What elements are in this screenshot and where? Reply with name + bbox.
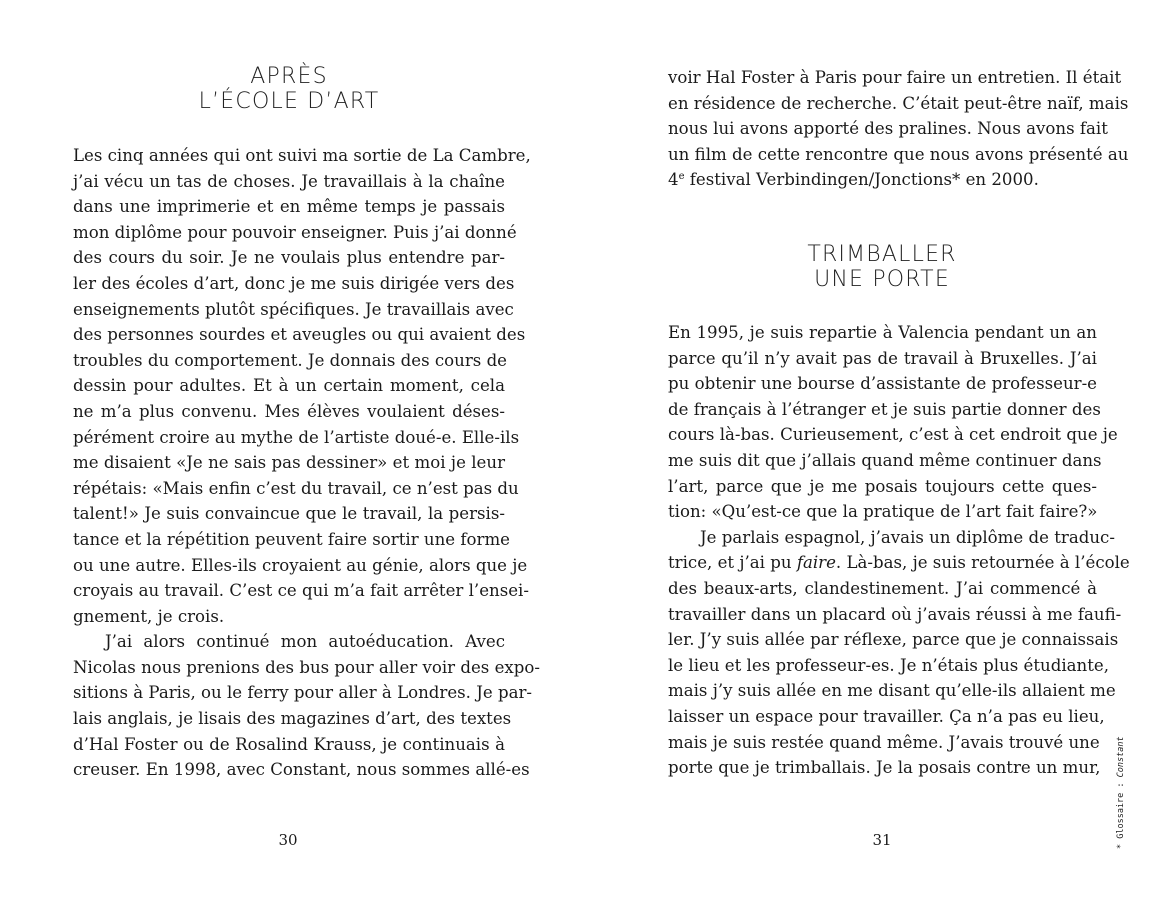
text-line: enseignements plutôt spécifiques. Je travaillais avec bbox=[73, 299, 514, 319]
text-line: tance et la répétition peuvent faire sortir une forme bbox=[73, 529, 511, 549]
text-line: l’art, parce que je me posais toujours cette ques- bbox=[668, 476, 1097, 496]
text-line: laisser un espace pour travailler. Ça n’a pas eu lieu, bbox=[668, 706, 1105, 726]
text-line: ler des écoles d’art, donc je me suis dirigée vers des bbox=[73, 273, 515, 293]
section-heading-trimballer bbox=[770, 242, 994, 292]
text-line: de français à l’étranger et je suis partie donner des bbox=[668, 399, 1101, 419]
text-line: creuser. En 1998, avec Constant, nous sommes allé-es bbox=[73, 760, 530, 780]
glossary-term: Constant bbox=[1116, 736, 1126, 778]
text-line: ler. J’y suis allée par réflexe, parce que je connaissais bbox=[668, 630, 1119, 650]
right-page bbox=[584, 0, 1169, 914]
text-line: En 1995, je suis repartie à Valencia pendant un an bbox=[668, 323, 1097, 342]
text-line: ne m’a plus convenu. Mes élèves voulaient déses- bbox=[73, 401, 505, 421]
text-line: J’ai alors continué mon autoéducation. Avec bbox=[105, 632, 505, 652]
text-line: des cours du soir. Je ne voulais plus entendre par- bbox=[73, 248, 505, 268]
text-line: voir Hal Foster à Paris pour faire un entretien. Il était bbox=[668, 68, 1122, 87]
text-line bbox=[668, 167, 1097, 193]
text-line: dans une imprimerie et en même temps je passais bbox=[73, 197, 505, 217]
text-line: Nicolas nous prenions des bus pour aller voir des expo- bbox=[73, 657, 540, 677]
text-line: en résidence de recherche. C’était peut-être naïf, mais bbox=[668, 93, 1129, 113]
left-page bbox=[0, 0, 584, 914]
heading-line: UNE PORTE bbox=[814, 267, 950, 292]
emphasis-faire: faire bbox=[796, 553, 836, 573]
paragraph bbox=[668, 65, 1129, 167]
body-text bbox=[73, 143, 540, 783]
festival-text: festival Verbindingen/Jonctions* en 2000. bbox=[684, 170, 1039, 190]
paragraph bbox=[73, 629, 540, 783]
body-text-continued bbox=[668, 65, 1129, 193]
text-line: le lieu et les professeur-es. Je n’étais plus étudiante, bbox=[668, 655, 1109, 675]
text-line: parce qu’il n’y avait pas de travail à Bruxelles. J’ai bbox=[668, 348, 1097, 368]
text-line bbox=[668, 550, 1130, 576]
text-span: . Là-bas, je suis retournée à l’école bbox=[835, 553, 1130, 573]
text-line: des personnes sourdes et aveugles ou qui avaient des bbox=[73, 325, 526, 345]
text-line: me suis dit que j’allais quand même continuer dans bbox=[668, 450, 1102, 470]
page-number: 31 bbox=[872, 831, 892, 849]
text-line: dessin pour adultes. Et à un certain moment, cela bbox=[73, 376, 505, 396]
heading-line: TRIMBALLER bbox=[807, 242, 957, 267]
text-line: sitions à Paris, ou le ferry pour aller à Londres. Je par- bbox=[73, 683, 533, 703]
text-line: nous lui avons apporté des pralines. Nous avons fait bbox=[668, 119, 1108, 139]
text-line: mon diplôme pour pouvoir enseigner. Puis j’ai donné bbox=[73, 222, 517, 242]
festival-number: 4 bbox=[668, 170, 679, 190]
text-line: me disaient «Je ne sais pas dessiner» et moi je leur bbox=[73, 453, 505, 473]
text-line: cours là-bas. Curieusement, c’est à cet endroit que je bbox=[668, 425, 1118, 445]
text-line: troubles du comportement. Je donnais des cours de bbox=[73, 350, 508, 370]
text-line: travailler dans un placard où j’avais réussi à me faufi- bbox=[668, 604, 1122, 624]
text-line: d’Hal Foster ou de Rosalind Krauss, je continuais à bbox=[73, 734, 505, 754]
text-line: pu obtenir une bourse d’assistante de professeur-e bbox=[668, 374, 1097, 394]
text-line: j’ai vécu un tas de choses. Je travaillais à la chaîne bbox=[73, 171, 505, 191]
paragraph bbox=[73, 143, 531, 629]
text-line: porte que je trimballais. Je la posais contre un mur, bbox=[668, 758, 1101, 778]
text-line: Les cinq années qui ont suivi ma sortie de La Cambre, bbox=[73, 146, 531, 165]
text-line: mais je suis restée quand même. J’avais trouvé une bbox=[668, 732, 1100, 752]
section-heading-apres-ecole bbox=[160, 64, 418, 114]
paragraph bbox=[668, 320, 1118, 525]
text-line: mais j’y suis allée en me disant qu’elle-ils allaient me bbox=[668, 681, 1116, 701]
ordinal-superscript: e bbox=[678, 171, 685, 183]
text-line: croyais au travail. C’est ce qui m’a fait arrêter l’ensei- bbox=[73, 581, 529, 601]
text-span: trice, et j’ai pu bbox=[668, 553, 797, 573]
text-line: des beaux-arts, clandestinement. J’ai commencé à bbox=[668, 578, 1097, 598]
text-line: Je parlais espagnol, j’avais un diplôme de traduc- bbox=[700, 527, 1115, 547]
text-line: pérément croire au mythe de l’artiste doué-e. Elle-ils bbox=[73, 427, 520, 447]
text-line: tion: «Qu’est-ce que la pratique de l’art fait faire?» bbox=[668, 502, 1098, 522]
glossary-label: * Glossaire : bbox=[1116, 777, 1126, 849]
heading-line: L’ÉCOLE D’ART bbox=[198, 89, 380, 114]
text-line: ou une autre. Elles-ils croyaient au génie, alors que je bbox=[73, 555, 528, 575]
text-line: gnement, je crois. bbox=[73, 606, 225, 626]
text-line: lais anglais, je lisais des magazines d’art, des textes bbox=[73, 709, 512, 729]
glossary-sidenote bbox=[1114, 736, 1128, 849]
heading-line: APRÈS bbox=[250, 64, 328, 89]
text-line: talent!» Je suis convaincue que le travail, la persis- bbox=[73, 504, 505, 524]
text-line: répétais: «Mais enfin c’est du travail, ce n’est pas du bbox=[73, 478, 519, 498]
page-number: 30 bbox=[278, 831, 298, 849]
text-line: un film de cette rencontre que nous avons présenté au bbox=[668, 144, 1129, 164]
